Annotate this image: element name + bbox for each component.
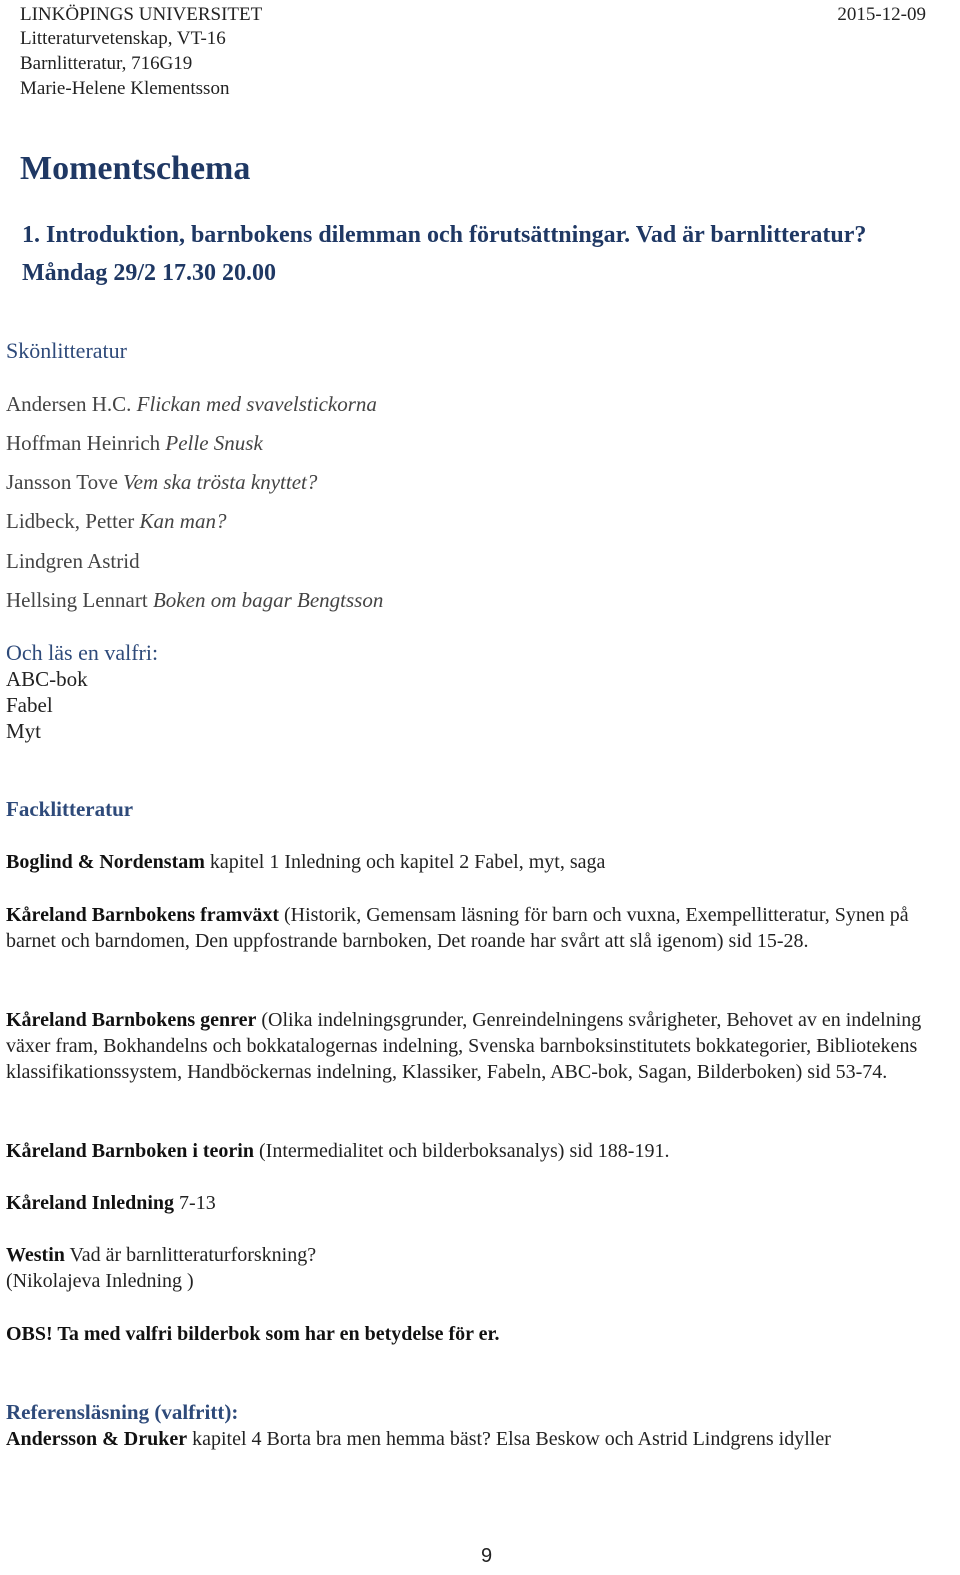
reading-entry bbox=[6, 1190, 956, 1216]
choice-item: Myt bbox=[6, 719, 42, 743]
reading-author: Kåreland Inledning bbox=[6, 1192, 175, 1214]
fiction-item bbox=[6, 588, 383, 613]
reference-text: kapitel 4 Borta bra men hemma bäst? Elsa Beskow och Astrid Lindgrens idyller bbox=[187, 1428, 831, 1450]
fiction-author: Hellsing Lennart bbox=[6, 588, 148, 612]
reading-text: 7-13 bbox=[174, 1192, 216, 1214]
reading-text: (Olika indelningsgrunder, Genreindelningens svårigheter, Behovet av en indelning växer fram, Bokhandelns och bokkatalogernas indelning, Svenska barnboksinstitutets bokkategorier, Bibliotekens klassifikationssystem, Handböckernas indelning, Klassiker, Fabeln, ABC-bok, Sagan, Bilderboken) sid 53-74. bbox=[6, 1009, 922, 1083]
reading-text: Vad är barnlitteraturforskning? bbox=[64, 1244, 317, 1266]
fiction-work: Kan man? bbox=[139, 509, 227, 533]
choice-heading: Och läs en valfri: bbox=[6, 640, 159, 665]
choice-item: ABC-bok bbox=[6, 667, 88, 691]
fiction-item bbox=[6, 431, 263, 456]
nonfiction-heading: Facklitteratur bbox=[6, 797, 134, 821]
reading-entry bbox=[6, 902, 956, 954]
page-number: 9 bbox=[481, 1545, 493, 1567]
fiction-work: Boken om bagar Bengtsson bbox=[152, 588, 384, 612]
reading-entry bbox=[6, 1242, 956, 1268]
choice-item: Fabel bbox=[6, 693, 53, 717]
reading-author: Boglind & Nordenstam bbox=[6, 851, 205, 873]
obs-note: OBS! Ta med valfri bilderbok som har en betydelse för er. bbox=[6, 1323, 500, 1345]
reading-text: (Historik, Gemensam läsning för barn och vuxna, Exempellitteratur, Synen på barnet och barndomen, Den uppfostrande barnboken, Det roande har svårt att slå igenom) sid 15-28. bbox=[6, 904, 909, 952]
page-title: Momentschema bbox=[20, 150, 251, 187]
reading-entry bbox=[6, 1138, 956, 1164]
author: Marie-Helene Klementsson bbox=[20, 78, 230, 99]
reading-entry bbox=[6, 1007, 956, 1085]
course: Barnlitteratur, 716G19 bbox=[20, 53, 193, 74]
fiction-author: Lidbeck, Petter bbox=[6, 509, 135, 533]
reading-note: (Nikolajeva Inledning ) bbox=[6, 1270, 194, 1292]
fiction-author: Hoffman Heinrich bbox=[6, 431, 161, 455]
fiction-item bbox=[6, 549, 140, 574]
fiction-heading: Skönlitteratur bbox=[6, 338, 127, 363]
fiction-work: Pelle Snusk bbox=[165, 431, 263, 455]
fiction-author: Andersen H.C. bbox=[6, 392, 132, 416]
fiction-work: Flickan med svavelstickorna bbox=[136, 392, 377, 416]
reference-author: Andersson & Druker bbox=[6, 1428, 188, 1450]
university-name: LINKÖPINGS UNIVERSITET bbox=[20, 4, 263, 25]
department: Litteraturvetenskap, VT-16 bbox=[20, 28, 226, 49]
fiction-author: Lindgren Astrid bbox=[6, 549, 140, 573]
reading-entry bbox=[6, 849, 956, 875]
fiction-item bbox=[6, 392, 377, 417]
document-date: 2015-12-09 bbox=[837, 4, 926, 25]
fiction-work: Vem ska trösta knyttet? bbox=[123, 470, 318, 494]
fiction-item bbox=[6, 470, 317, 495]
session-time: Måndag 29/2 17.30 20.00 bbox=[22, 260, 277, 286]
reading-author: Kåreland Barnbokens framväxt bbox=[6, 904, 279, 926]
reading-text: kapitel 1 Inledning och kapitel 2 Fabel, myt, saga bbox=[204, 851, 606, 873]
reference-heading: Referensläsning (valfritt): bbox=[6, 1400, 239, 1424]
reading-author: Kåreland Barnboken i teorin bbox=[6, 1140, 254, 1162]
reading-author: Westin bbox=[6, 1244, 65, 1266]
fiction-item bbox=[6, 509, 226, 534]
reference-entry bbox=[6, 1426, 906, 1452]
fiction-author: Jansson Tove bbox=[6, 470, 118, 494]
session-heading: 1. Introduktion, barnbokens dilemman och förutsättningar. Vad är barnlitteratur? bbox=[22, 222, 867, 248]
reading-author: Kåreland Barnbokens genrer bbox=[6, 1009, 257, 1031]
reading-text: (Intermedialitet och bilderboksanalys) sid 188-191. bbox=[254, 1140, 670, 1162]
